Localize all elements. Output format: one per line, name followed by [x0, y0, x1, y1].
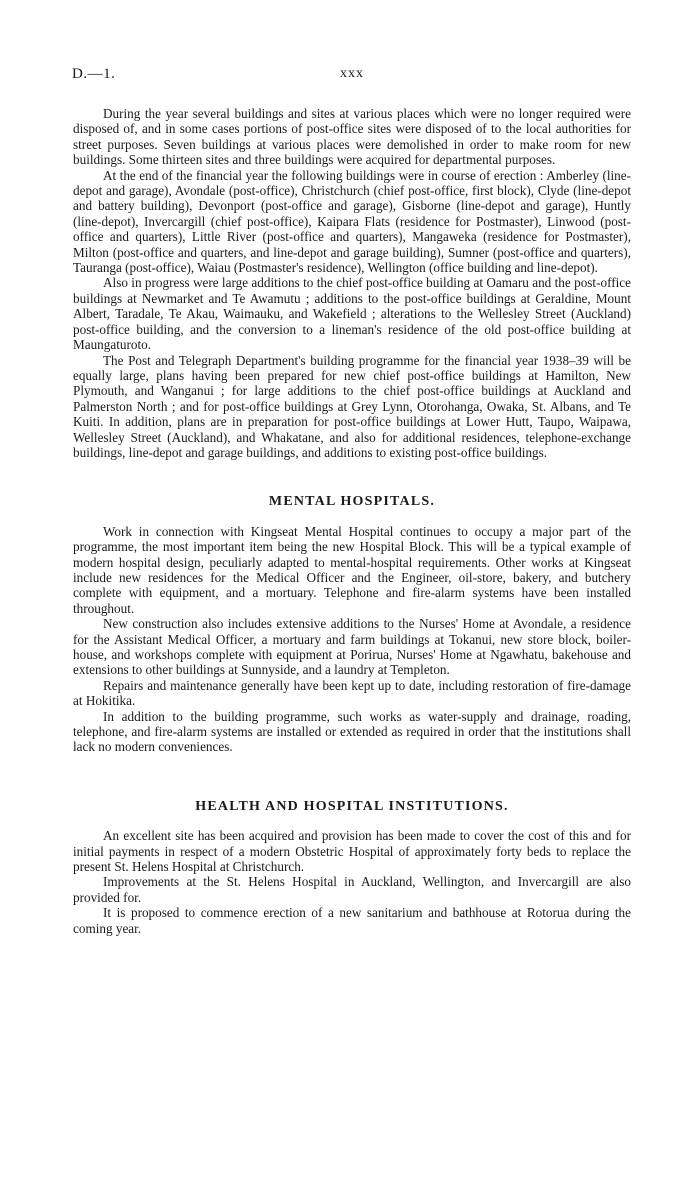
mental-hospitals-section	[73, 494, 631, 755]
page-number: xxx	[340, 66, 364, 81]
paragraph: An excellent site has been acquired and provision has been made to cover the cost of this and for initial payments in respect of a modern Obstetric Hospital of approximately forty beds to replace the present St. Helens Hospital at Christchurch.	[73, 828, 631, 875]
section-heading: HEALTH AND HOSPITAL INSTITUTIONS.	[195, 798, 509, 814]
health-hospital-section	[73, 799, 631, 936]
paragraph: It is proposed to commence erection of a new sanitarium and bathhouse at Rotorua during the coming year.	[73, 905, 631, 936]
page-header	[72, 66, 632, 90]
paragraph: The Post and Telegraph Department's building programme for the financial year 1938–39 will be equally large, plans having been prepared for new chief post-office buildings at Hamilton, New Plymouth, and Wanganui ; for large additions to the chief post-office buildings at Auckland and Palmerston North ; and for post-office buildings at Grey Lynn, Otorohanga, Owaka, St. Albans, and Te Kuiti. In addition, plans are in preparation for post-office buildings at Lower Hutt, Taupo, Waipawa, Wellesley Street (Auckland), and Whakatane, and also for additional residences, telephone-exchange buildings, line-depot and garage buildings, and additions to existing post-office buildings.	[73, 352, 631, 460]
paragraph: In addition to the building programme, such works as water-supply and drainage, roading, telephone, and fire-alarm systems are installed or extended as required in order that the institutions shall lack no modern conveniences.	[73, 708, 631, 755]
body-column	[73, 106, 631, 936]
paragraph: New construction also includes extensive additions to the Nurses' Home at Avondale, a residence for the Assistant Medical Officer, a mortuary and farm buildings at Tokanui, new store block, boiler-house, and workshops complete with equipment at Porirua, Nurses' Home at Ngawhatu, bakehouse and extensions to other buildings at Sunnyside, and a laundry at Templeton.	[73, 616, 631, 678]
paragraph: Improvements at the St. Helens Hospital in Auckland, Wellington, and Invercargill are also provided for.	[73, 874, 631, 905]
paragraph: During the year several buildings and sites at various places which were no longer required were disposed of, and in some cases portions of post-office sites were disposed of to the local authorities for street purposes. Seven buildings at various places were demolished in order to make room for new buildings. Some thirteen sites and three buildings were acquired for departmental purposes.	[73, 106, 631, 168]
document-reference: D.—1.	[72, 66, 116, 82]
paragraph: At the end of the financial year the following buildings were in course of erection : Amberley (line-depot and garage), Avondale (post-office), Christchurch (chief post-office, first block), Clyde (line-depot and battery building), Devonport (post-office and garage), Gisborne (line-depot and garage), Huntly (line-depot), Invercargill (chief post-office), Kaipara Flats (residence for Postmaster), Linwood (post-office and quarters), Little River (post-office and quarters), Mangaweka (residence for Postmaster), Milton (post-office and quarters, and line-depot and garage building), Sumner (post-office and quarters), Tauranga (post-office), Waiau (Postmaster's residence), Wellington (office building and line-depot).	[73, 167, 631, 276]
paragraph: Repairs and maintenance generally have been kept up to date, including restoration of fire-damage at Hokitika.	[73, 677, 631, 709]
paragraph: Work in connection with Kingseat Mental Hospital continues to occupy a major part of the programme, the most important item being the new Hospital Block. This will be a typical example of modern hospital design, peculiarly adapted to mental-hospital requirements. Other works at Kingseat include new residences for the Medical Officer and the Engineer, oil-store, bakery, and butchery complete with equipment, and a mortuary. Telephone and fire-alarm systems have been installed throughout.	[73, 523, 631, 616]
section-heading: MENTAL HOSPITALS.	[268, 494, 436, 510]
intro-section	[73, 106, 631, 460]
paragraph: Also in progress were large additions to the chief post-office building at Oamaru and the post-office buildings at Newmarket and Te Awamutu ; additions to the post-office buildings at Geraldine, Mount Albert, Taradale, Te Akau, Waimauku, and Wakefield ; alterations to the Wellesley Street (Auckland) post-office building, and the conversion to a lineman's residence of the old post-office building at Maungaturoto.	[73, 275, 631, 353]
